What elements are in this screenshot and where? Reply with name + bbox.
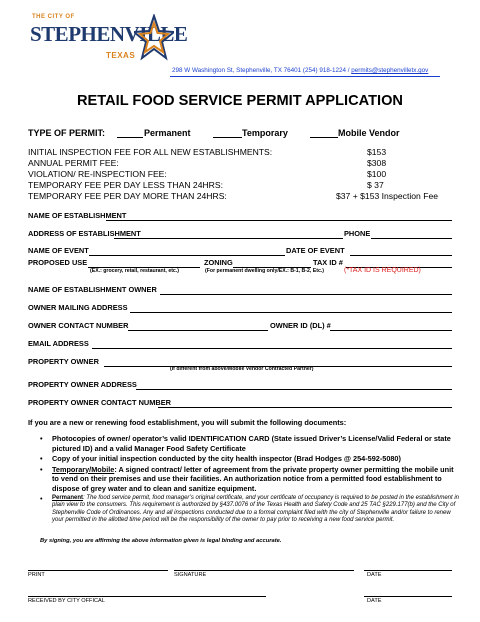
owner-name-field[interactable] — [160, 294, 452, 295]
establishment-address-label: ADDRESS OF ESTABLISHMENT — [28, 229, 141, 238]
email-link[interactable]: permits@stephenvilletx.gov — [351, 67, 429, 74]
tax-id-label: TAX ID # — [313, 258, 343, 267]
fee-label: TEMPORARY FEE PER DAY MORE THAN 24HRS: — [28, 191, 227, 201]
fee-label: TEMPORARY FEE PER DAY LESS THAN 24HRS: — [28, 180, 224, 190]
date-field[interactable] — [364, 570, 452, 571]
city-logo — [30, 14, 188, 66]
event-name-label: NAME OF EVENT — [28, 246, 89, 255]
requirement-text: : A signed contract/ letter of agreement from the private property owner permitting the mobile unit to vend on their premises and use their facilities. An authorization notice from a permitted food establishment to dispose of grey water and to clean and sanitize equipment. — [52, 464, 454, 493]
phone-label: PHONE — [344, 229, 371, 238]
signature-field[interactable] — [174, 570, 354, 571]
mobile-option: Mobile Vendor — [338, 128, 400, 138]
fee-amount: $ 37 — [367, 180, 384, 190]
property-owner-contact-label: PROPERTY OWNER CONTACT NUMBER — [28, 398, 172, 407]
affirmation-text: By signing, you are affirming the above information given is legal binding and accurate. — [40, 538, 282, 544]
fee-label: VIOLATION/ RE-INSPECTION FEE: — [28, 169, 167, 179]
list-item — [40, 495, 460, 525]
bullet-icon: • — [40, 464, 43, 474]
temporary-option: Temporary — [242, 128, 288, 138]
property-owner-address-label: PROPERTY OWNER ADDRESS — [28, 380, 137, 389]
owner-contact-label: OWNER CONTACT NUMBER — [28, 321, 129, 330]
fee-amount: $308 — [367, 158, 387, 168]
temporary-blank[interactable] — [213, 137, 242, 138]
zoning-label: ZONING — [204, 258, 233, 267]
mobile-blank[interactable] — [310, 137, 338, 138]
requirement-text: : The food service permit, food manager’s original certificate, and your certificate of occupancy is required to be posted in the establishment in plain view to the consumers. This requirement is authorized by §437.0076 of the Texas Health and Safety Code and 25 TAC §229.177(b) and the City of Stephenville Code of Ordinances. Any and all inspections conducted due to a formal complaint filed with the city of Stephenville and/or failure to renew your permitted in the allotted time period will be the responsibility of the owner to pay prior to receiving a new food service permit. — [52, 494, 459, 524]
fee-label: INITIAL INSPECTION FEE FOR ALL NEW ESTABLISHMENTS: — [28, 147, 273, 157]
owner-contact-field[interactable] — [128, 330, 268, 331]
logo-small-text: THE CITY OF — [32, 14, 75, 20]
received-field[interactable] — [28, 596, 266, 597]
fee-amount: $153 — [367, 147, 387, 157]
owner-name-label: NAME OF ESTABLISHMENT OWNER — [28, 285, 157, 294]
print-field[interactable] — [28, 570, 168, 571]
zoning-hint: (For permanent dwelling only/EX.: B-1, B-2, Etc.) — [205, 268, 325, 274]
bullet-icon: • — [40, 454, 43, 464]
owner-mailing-label: OWNER MAILING ADDRESS — [28, 303, 128, 312]
event-name-field[interactable] — [89, 255, 285, 256]
proposed-use-hint: (EX.: grocery, retail, restaurant, etc.) — [90, 268, 179, 274]
fee-amount: $37 + $153 Inspection Fee — [336, 191, 439, 201]
bullet-icon: • — [40, 434, 43, 443]
owner-id-label: OWNER ID (DL) # — [270, 321, 331, 330]
list-item — [40, 434, 460, 453]
header-divider — [170, 76, 440, 77]
contact-line — [172, 67, 428, 74]
establishment-address-field[interactable] — [114, 238, 343, 239]
owner-mailing-field[interactable] — [130, 312, 452, 313]
property-owner-address-field[interactable] — [136, 389, 452, 390]
requirement-prefix: Temporary/Mobile — [52, 464, 115, 474]
proposed-use-label: PROPOSED USE — [28, 258, 88, 267]
establishment-name-label: NAME OF ESTABLISHMENT — [28, 211, 127, 220]
fee-amount: $100 — [367, 169, 387, 179]
date2-label: DATE — [367, 598, 382, 604]
event-date-label: DATE OF EVENT — [286, 246, 345, 255]
requirement-prefix: Permanent — [52, 494, 84, 501]
permanent-option: Permanent — [144, 128, 191, 138]
requirement-text: Copy of your initial inspection conducted by the city health inspector (Brad Hodges @ 254-592-5080) — [52, 454, 401, 464]
establishment-name-field[interactable] — [106, 220, 452, 221]
event-date-field[interactable] — [350, 255, 452, 256]
bullet-icon: • — [40, 493, 43, 503]
requirements-intro: If you are a new or renewing food establishment, you will submit the following documents: — [28, 418, 347, 427]
logo-state-text: TEXAS — [106, 51, 136, 60]
permit-type-label: TYPE OF PERMIT: — [28, 128, 106, 138]
fee-label: ANNUAL PERMIT FEE: — [28, 158, 119, 168]
page-title: RETAIL FOOD SERVICE PERMIT APPLICATION — [77, 93, 403, 109]
owner-id-field[interactable] — [330, 330, 452, 331]
property-owner-contact-field[interactable] — [158, 407, 452, 408]
print-label: PRINT — [28, 572, 45, 578]
property-owner-hint: (If different from above/Mobile Vendor Contracted Partner) — [170, 366, 314, 372]
requirement-text: Photocopies of owner/ operator’s valid IDENTIFICATION CARD (State issued Driver’s License/Valid Federal or state pictured ID) and a valid Manager Food Safety Certificate — [52, 434, 451, 453]
date-label: DATE — [367, 572, 382, 578]
tax-id-required-note: (*TAX ID IS REQUIRED) — [344, 267, 421, 274]
logo-city-name: STEPHENVILLE — [30, 22, 188, 46]
list-item — [40, 465, 460, 494]
date2-field[interactable] — [364, 596, 452, 597]
requirements-list — [30, 434, 460, 526]
signature-label: SIGNATURE — [174, 572, 207, 578]
email-field[interactable] — [92, 348, 452, 349]
list-item — [40, 454, 460, 464]
phone-field[interactable] — [371, 238, 452, 239]
permanent-blank[interactable] — [117, 137, 143, 138]
email-label: EMAIL ADDRESS — [28, 339, 89, 348]
received-label: RECEIVED BY CITY OFFICAL — [28, 598, 105, 604]
contact-address: 298 W Washington St, Stephenville, TX 76401 (254) 918-1224 / — [172, 67, 352, 74]
property-owner-label: PROPERTY OWNER — [28, 357, 99, 366]
star-icon — [134, 14, 174, 64]
